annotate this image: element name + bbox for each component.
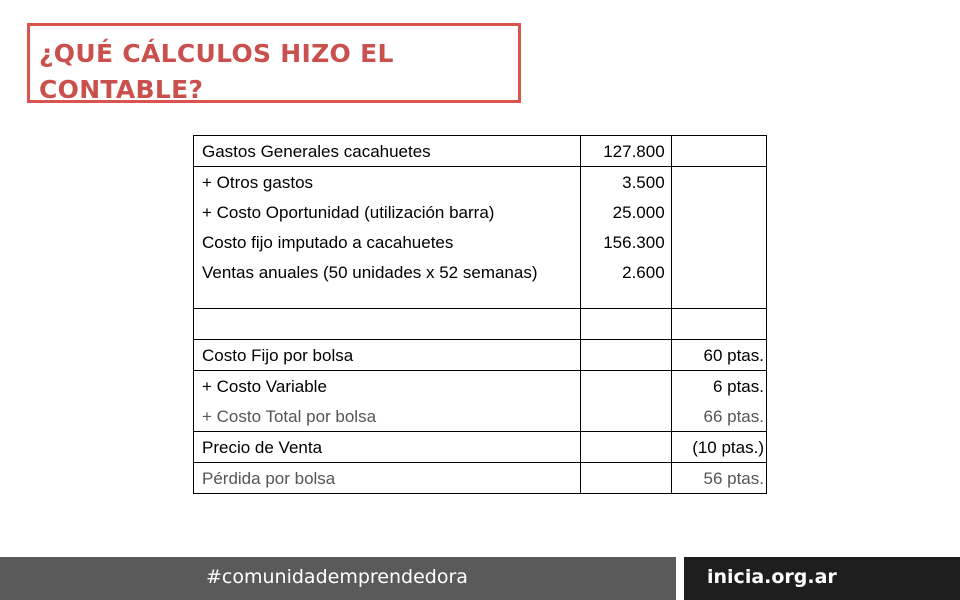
row-total [671,197,766,227]
title-box [27,23,521,103]
table-row [194,136,767,167]
page-title-line-2: CONTABLE? [39,75,204,104]
footer-site: inicia.org.ar [707,566,837,588]
row-label: + Costo Oportunidad (utilización barra) [194,197,581,227]
row-value [581,463,671,494]
table-row [194,463,767,494]
row-label: + Otros gastos [194,167,581,198]
table-row [194,257,767,309]
empty-cell [671,309,766,340]
row-label: Pérdida por bolsa [194,463,581,494]
row-value: 127.800 [581,136,671,167]
table-row [194,371,767,402]
table-row [194,340,767,371]
row-label: Costo fijo imputado a cacahuetes [194,227,581,257]
table-row [194,167,767,198]
row-value: 156.300 [581,227,671,257]
row-value [581,401,671,432]
row-value: 3.500 [581,167,671,198]
footer-hashtag-bar [0,557,676,600]
empty-cell [581,309,671,340]
row-value: 25.000 [581,197,671,227]
table-row-empty [194,309,767,340]
row-value: 2.600 [581,257,671,309]
table-row [194,197,767,227]
table-row [194,432,767,463]
empty-cell [194,309,581,340]
row-label: Costo Fijo por bolsa [194,340,581,371]
row-value [581,371,671,402]
row-total: 56 ptas. [671,463,766,494]
row-value [581,340,671,371]
row-label: Precio de Venta [194,432,581,463]
row-total [671,227,766,257]
table-row [194,401,767,432]
page-title-line-1: ¿QUÉ CÁLCULOS HIZO EL [39,39,394,68]
footer-site-bar [684,557,960,600]
row-total: 60 ptas. [671,340,766,371]
row-value [581,432,671,463]
table-row [194,227,767,257]
row-label: + Costo Total por bolsa [194,401,581,432]
row-label: + Costo Variable [194,371,581,402]
row-total [671,167,766,198]
row-total: 66 ptas. [671,401,766,432]
row-total [671,257,766,309]
calculation-table [193,135,767,494]
row-total: 6 ptas. [671,371,766,402]
row-total [671,136,766,167]
row-label: Gastos Generales cacahuetes [194,136,581,167]
footer-hashtag: #comunidademprendedora [206,566,468,588]
row-total: (10 ptas.) [671,432,766,463]
row-label: Ventas anuales (50 unidades x 52 semanas) [194,257,581,309]
